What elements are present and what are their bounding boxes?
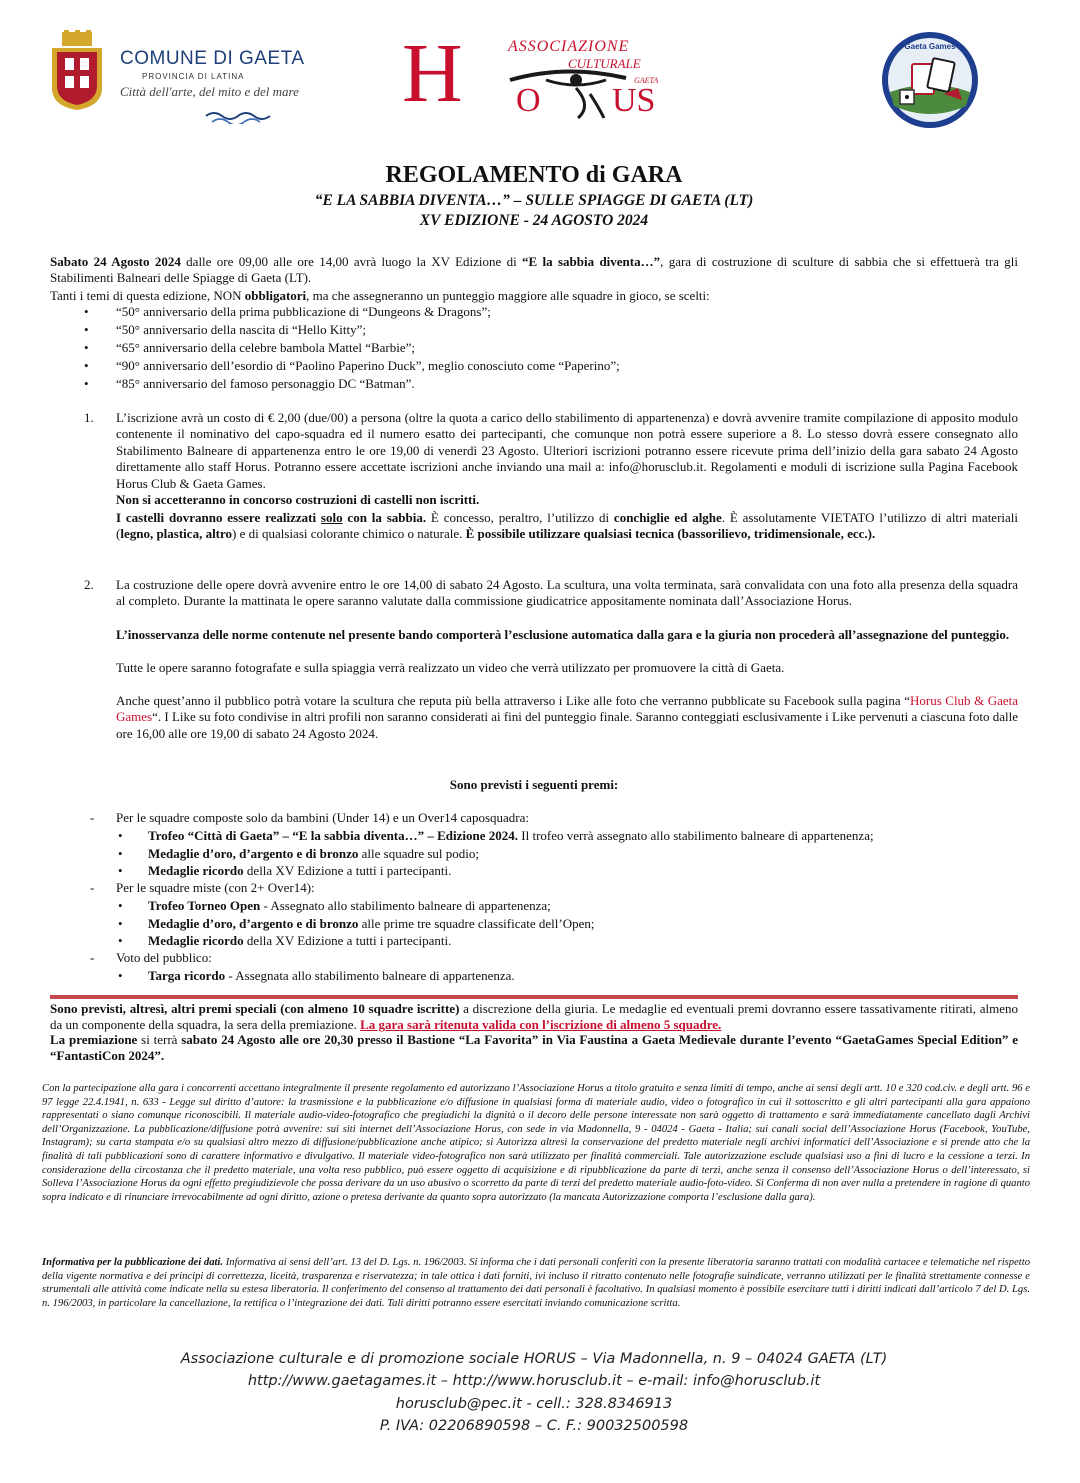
prize-group-under14: Per le squadre composte solo da bambini (Under 14) e un Over14 caposquadra: <box>116 810 529 825</box>
prize-group-mixed: Per le squadre miste (con 2+ Over14): <box>116 880 315 895</box>
privacy-notice-title: Informativa per la pubblicazione dei dati. <box>42 1257 224 1268</box>
section-1-materials <box>116 510 1018 543</box>
bullet: • <box>118 933 123 948</box>
prize-text: della XV Edizione a tutti i partecipanti. <box>243 863 452 878</box>
horus-big-letter: H <box>402 27 463 120</box>
section-2-text: La costruzione delle opere dovrà avvenire entro le ore 14,00 di sabato 24 Agosto. La scultura, una volta terminata, sarà convalidata con una foto alla presenza della squadra al completo. Durante la mattinata le opere saranno valutate dalla commissione giudicatrice appositamente nominata dall’Associazione Horus. <box>116 577 1018 609</box>
bullet: • <box>84 304 89 319</box>
edition-subtitle: XV EDIZIONE - 24 AGOSTO 2024 <box>419 212 649 229</box>
section-1-text: L’iscrizione avrà un costo di € 2,00 (due/00) a persona (oltre la quota a carico dello stabilimento di appartenenza) e dovrà avvenire tramite compilazione di apposito modulo contenente il nominativo del capo-squadra ed il numero esatto dei partecipanti, che comunque non potrà essere superiore a 8. Lo stesso dovrà essere consegnato allo Stabilimento Balneare di appartenenza entro le ore 19,00 di venerdì 23 Agosto. Ulteriori iscrizioni potranno essere ricevute prima dell’inizio della gara sabato 24 Agosto direttamente allo staff Horus. Potranno essere accettate iscrizioni anche inviando una mail a: info@horusclub.it. Regolamenti e moduli di iscrizione sulla Pagina Facebook Horus Club & Gaeta Games. <box>116 410 1018 491</box>
horus-o-letter: O <box>516 82 541 119</box>
intro-text-b: , gara di costruzione di sculture di sabbia che si effettuerà tra gli Stabilimenti Balneari delle Spiagge di Gaeta (LT). <box>50 254 1018 286</box>
privacy-notice-text: Informativa ai sensi dell’art. 13 del D. Lgs. n. 196/2003. Si informa che i dati personali conferiti con la presente liberatoria saranno trattati con modalità cartacee e telematiche nel rispetto della vigente normativa e dei principi di correttezza, liceità, trasparenza e riservatezza; in tale ottica i dati forniti, ivi incluso il ritratto contenuto nelle fotografie suindicate, verranno utilizzati per le finalità strettamente connesse e strumentali alle attività come indicate nella su estesa liberatoria. Il conferimento del consenso al trattamento dei dati personali è facoltativo. In qualsiasi momento è possibile esercitare tutti i diritti indicati dall’articolo 7 del D. Lgs. n. 196/2003, in particolare la cancellazione, la rettifica o l’integrazione dei dati. Tali diritti potranno essere esercitati inviando comunicazione scritta. <box>42 1257 1030 1309</box>
materials-bold-3: conchiglie ed alghe <box>613 510 722 525</box>
gaeta-games-logo-text: Gaeta Games <box>904 42 956 51</box>
themes-intro-bold: obbligatori <box>244 288 307 303</box>
intro-date: Sabato 24 Agosto 2024 <box>50 254 181 269</box>
prize-text: alle squadre sul podio; <box>358 846 479 861</box>
prize-text: - Assegnato allo stabilimento balneare di appartenenza; <box>260 898 551 913</box>
prize-text: della XV Edizione a tutti i partecipanti. <box>243 933 452 948</box>
materials-text-b: . È assolutamente VIETATO l’utilizzo di altri materiali ( <box>116 510 1019 542</box>
bullet: • <box>118 968 123 983</box>
list-item <box>148 916 594 932</box>
page-title: REGOLAMENTO di GARA <box>385 162 683 188</box>
prizes-heading: Sono previsti i seguenti premi: <box>449 777 619 792</box>
list-item: “85° anniversario del famoso personaggio DC “Batman”. <box>116 376 415 391</box>
special-text: a discrezione della giuria. Le medaglie ed eventuali premi dovranno essere tassativamente ritirati, almeno da un componente della squadra, la sera della premiazione. <box>50 1001 1018 1033</box>
list-item: “90° anniversario dell’esordio di “Paolino Paperino Duck”, meglio conosciuto come “Paperino”; <box>116 358 620 373</box>
list-item: “65° anniversario della celebre bambola Mattel “Barbie”; <box>116 340 416 355</box>
prize-text: alle prime tre squadre classificate dell’Open; <box>358 916 595 931</box>
list-item <box>148 828 874 844</box>
award-ceremony-paragraph <box>50 1032 1018 1065</box>
legal-consent-text: Con la partecipazione alla gara i concorrenti accettano integralmente il presente regolamento ed autorizzano l’Associazione Horus a titolo gratuito e senza limiti di tempo, anche ai sensi degli artt. 10 e 320 cod.civ. e degli artt. 96 e 97 legge 22.4.1941, n. 633 - Legge sul diritto d’autore: la trasmissione e la pubblicazione e/o diffusione in qualsiasi forma di materiale audio, video o fotografico in cui il sottoscritto e gli altri partecipanti alla gara appaiono rappresentati o siano comunque riconoscibili. Il materiale audio-video-fotografico che pregiudichi la dignità o il decoro delle persone interessate non sarà oggetto di trattamento e sarà immediatamente cancellato dagli Archivi dell’Organizzazione. La pubblicazione/diffusione potrà avvenire: sui siti internet dell’Associazione Horus, con sede in via Madonnella, 9 - 04024 - Gaeta - Italia; sui canali social dell’Associazione Horus (Facebook, YouTube, Instagram); su carta stampata e/o su qualsiasi altro mezzo di diffusione/pubblicazione anche atipico; si Autorizza altresì la conservazione del predetto materiale negli archivi informatici dell’Associazione e si prende atto che la finalità di tali pubblicazioni sono di carattere informativo e divulgativo. Il materiale video-fotografico non sarà utilizzato per finalità commerciali. Tale autorizzazione esclude qualsiasi uso a fini di lucro e la cessione a terzi. In considerazione della circostanza che il predetto materiale, una volta reso pubblico, può essere oggetto di acquisizione e di ripubblicazione da parte di terzi, anche senza il consenso dell’Associazione Horus o dell’interessato, si Solleva l’Associazione Horus da ogni effetto pregiudizievole che possa derivare da un uso abusivo o scorretto da parte di terzi del predetto materiale audio-foto-video. Si Conferma di non aver nulla a pretendere in ragione di quanto sopra indicato e di rinunciare irrevocabilmente ad ogni diritto, azione o pretesa derivante da quanto sopra autorizzato (la mancata Autorizzazione comporta l’esclusione dalla gara). <box>42 1083 1030 1203</box>
section-2-public-vote <box>116 693 1018 742</box>
materials-bold-5: È possibile utilizzare qualsiasi tecnica (bassorilievo, tridimensionale, ecc.). <box>465 526 876 542</box>
footer-websites: http://www.gaetagames.it – http://www.horusclub.it – e-mail: info@horusclub.it <box>247 1373 821 1389</box>
bullet: • <box>84 340 89 355</box>
prize-text: - Assegnata allo stabilimento balneare di appartenenza. <box>225 968 515 983</box>
horus-us-letters: US <box>612 82 656 119</box>
prize-bold: Medaglie ricordo <box>148 863 244 878</box>
special-prizes-paragraph <box>50 1001 1018 1034</box>
vote-text-a: Anche quest’anno il pubblico potrà votare la scultura che reputa più bella attraverso i Like alle foto che verranno pubblicate su Facebook sulla pagina “ <box>116 693 910 708</box>
event-subtitle: “E LA SABBIA DIVENTA…” – SULLE SPIAGGE DI GAETA (LT) <box>314 192 754 209</box>
vote-text-b: “. I Like su foto condivise in altri profili non saranno considerati ai fini del punteggio finale. Saranno conteggiati esclusivamente i Like pervenuti a ciascuna foto dalle ore 16,00 alle ore 19,00 di sabato 24 Agosto 2024. <box>116 709 1018 741</box>
footer-tax-codes: P. IVA: 02206890598 – C. F.: 90032500598 <box>379 1418 689 1434</box>
award-bold-2: sabato 24 Agosto alle ore 20,30 presso il Bastione “La Favorita” in Via Faustina a Gaeta Medievale durante l’evento “GaetaGames Special Edition” e “FantastiCon 2024”. <box>50 1032 1019 1064</box>
bullet: • <box>84 358 89 373</box>
bullet: • <box>118 828 123 843</box>
intro-event-name: “E la sabbia diventa…” <box>522 254 661 269</box>
materials-bold-4: legno, plastica, altro <box>120 526 233 542</box>
horus-r-mark-icon <box>572 86 612 120</box>
dash: - <box>90 810 95 825</box>
horus-gaeta-text: GAETA <box>634 76 659 85</box>
privacy-notice <box>42 1256 1030 1310</box>
prize-bold: Medaglie d’oro, d’argento e di bronzo <box>148 846 359 861</box>
comune-gaeta-logo <box>44 30 344 120</box>
section-1-bold-rule: Non si accetteranno in concorso costruzioni di castelli non iscritti. <box>116 492 480 507</box>
themes-intro <box>50 288 1018 304</box>
footer-contacts: horusclub@pec.it - cell.: 328.8346913 <box>395 1396 673 1412</box>
bullet: • <box>118 863 123 878</box>
materials-bold-underline: solo <box>320 510 343 525</box>
validity-notice: La gara sarà ritenuta valida con l’iscrizione di almeno 5 squadre. <box>360 1017 722 1033</box>
section-2-number: 2. <box>84 577 94 592</box>
prize-bold: Medaglie ricordo <box>148 933 244 948</box>
comune-province: PROVINCIA DI LATINA <box>142 72 245 81</box>
dash: - <box>90 880 95 895</box>
themes-intro-a: Tanti i temi di questa edizione, NON <box>50 288 245 303</box>
comune-title: COMUNE DI GAETA <box>120 48 305 69</box>
prize-group-public: Voto del pubblico: <box>116 950 212 965</box>
award-text: si terrà <box>137 1032 182 1047</box>
intro-paragraph <box>50 254 1018 287</box>
prize-text: Il trofeo verrà assegnato allo stabilimento balneare di appartenenza; <box>518 828 874 843</box>
bullet: • <box>84 322 89 337</box>
horus-culturale-text: CULTURALE <box>568 56 641 71</box>
prize-bold: Medaglie d’oro, d’argento e di bronzo <box>148 916 359 931</box>
list-item: “50° anniversario della nascita di “Hello Kitty”; <box>116 322 366 337</box>
section-2-bold-rule: L’inosservanza delle norme contenute nel presente bando comporterà l’esclusione automatica dalla gara e la giuria non procederà all’assegnazione del punteggio. <box>116 627 1010 642</box>
wave-icon <box>204 110 274 124</box>
bullet: • <box>84 376 89 391</box>
materials-bold-2: con la sabbia. <box>342 510 427 525</box>
bullet: • <box>118 898 123 913</box>
list-item <box>148 933 451 949</box>
dash: - <box>90 950 95 965</box>
list-item <box>148 846 479 862</box>
award-bold-1: La premiazione <box>50 1032 138 1047</box>
section-1-number: 1. <box>84 410 94 425</box>
list-item <box>148 863 451 879</box>
materials-text-c: ) e di qualsiasi colorante chimico o naturale. <box>232 526 466 542</box>
horus-association-text: ASSOCIAZIONE <box>508 38 630 55</box>
footer-address: Associazione culturale e di promozione sociale HORUS – Via Madonnella, n. 9 – 04024 GAETA (LT) <box>180 1351 888 1367</box>
themes-intro-b: , ma che assegneranno un punteggio maggiore alle squadre in gioco, se scelti: <box>306 288 710 303</box>
bullet: • <box>118 916 123 931</box>
prize-bold: Trofeo Torneo Open <box>148 898 261 913</box>
materials-text-a: È concesso, peraltro, l’utilizzo di <box>426 510 614 525</box>
bullet: • <box>118 846 123 861</box>
section-2-photo-note: Tutte le opere saranno fotografate e sulla spiaggia verrà realizzato un video che verrà utilizzato per promuovere la città di Gaeta. <box>116 660 785 675</box>
materials-bold-1: I castelli dovranno essere realizzati <box>116 510 321 525</box>
gaeta-crest-icon <box>48 30 106 112</box>
red-divider <box>50 995 1018 999</box>
special-bold: Sono previsti, altresì, altri premi speciali (con almeno 10 squadre iscritte) <box>50 1001 460 1016</box>
prize-bold: Targa ricordo <box>148 968 226 983</box>
list-item <box>148 898 551 914</box>
prize-bold: Trofeo “Città di Gaeta” – “E la sabbia diventa…” – Edizione 2024. <box>148 828 519 843</box>
intro-text-a: dalle ore 09,00 alle ore 14,00 avrà luogo la XV Edizione di <box>180 254 523 269</box>
list-item: “50° anniversario della prima pubblicazione di “Dungeons & Dragons”; <box>116 304 491 319</box>
horus-logo <box>402 27 682 126</box>
facebook-page-name: Horus Club & Gaeta Games <box>116 693 1019 725</box>
list-item <box>148 968 515 984</box>
gaeta-games-logo <box>880 30 980 130</box>
comune-motto: Città dell'arte, del mito e del mare <box>120 84 299 99</box>
